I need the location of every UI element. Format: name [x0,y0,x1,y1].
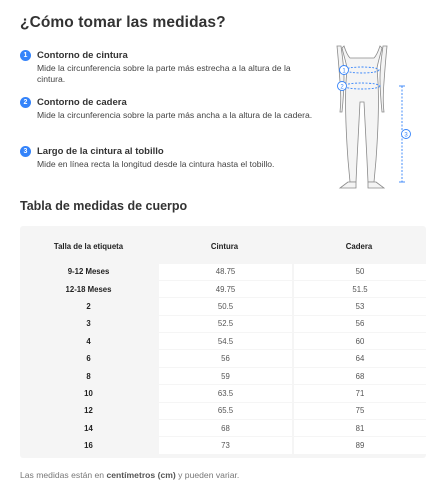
cell-hip: 81 [294,420,426,436]
cell-waist: 65.5 [159,403,292,419]
cell-waist: 63.5 [159,385,292,401]
cell-size: 12 [84,406,93,416]
instruction-title: Contorno de cadera [37,97,127,108]
cell-size: 14 [84,423,93,433]
marker-3: 3 [404,132,408,139]
cell-size: 16 [84,441,93,451]
instruction-title: Largo de la cintura al tobillo [37,146,164,157]
cell-size: 12-18 Meses [65,284,112,294]
table-row [20,385,426,402]
cell-hip: 75 [294,403,426,419]
footer-text-post: y pueden variar. [175,470,240,480]
cell-size: 4 [86,336,91,346]
cell-waist: 54.5 [159,333,292,349]
cell-size: 9-12 Meses [67,267,110,277]
cell-hip: 68 [294,368,426,384]
table-body [20,263,426,454]
table-header [20,226,426,266]
cell-waist: 49.75 [159,281,292,297]
header-waist: Cintura [210,241,239,251]
cell-hip: 64 [294,350,426,366]
instruction-hip [20,97,313,121]
cell-hip: 71 [294,385,426,401]
footer-unit: centímetros (cm) [106,470,176,480]
table-row [20,298,426,315]
footer-text-pre: Las medidas están en [20,470,107,480]
instruction-length [20,146,310,170]
step-number-badge: 2 [20,97,31,108]
instruction-description: Mide la circunferencia sobre la parte más estrecha a la altura de la cintura. [37,63,291,84]
cell-hip: 53 [294,298,426,314]
body-measurement-illustration [330,42,420,192]
cell-hip: 50 [294,264,426,280]
table-row [20,437,426,454]
cell-size: 2 [86,301,91,311]
instruction-waist [20,50,310,85]
instruction-description: Mide en línea recta la longitud desde la cintura hasta el tobillo. [37,159,275,169]
cell-hip: 60 [294,333,426,349]
table-row [20,367,426,384]
marker-2: 2 [340,84,344,91]
cell-waist: 73 [159,437,292,453]
cell-size: 3 [86,319,91,329]
cell-waist: 52.5 [159,316,292,332]
cell-hip: 89 [294,437,426,453]
cell-hip: 51.5 [294,281,426,297]
cell-size: 10 [84,388,93,398]
header-hip: Cadera [345,241,373,251]
cell-waist: 50.5 [159,298,292,314]
cell-waist: 48.75 [159,264,292,280]
table-row [20,350,426,367]
body-figure-svg [330,42,420,192]
marker-1: 1 [342,68,346,75]
header-size: Talla de la etiqueta [53,241,124,251]
cell-size: 6 [86,354,91,364]
cell-waist: 59 [159,368,292,384]
instruction-description: Mide la circunferencia sobre la parte más ancha a la altura de la cadera. [37,110,313,120]
table-row [20,402,426,419]
page-title: ¿Cómo tomar las medidas? [20,14,226,31]
size-table [20,226,426,458]
footer-note [20,470,239,480]
step-number-badge: 1 [20,50,31,61]
table-row [20,315,426,332]
table-title: Tabla de medidas de cuerpo [20,199,188,213]
table-row [20,333,426,350]
table-row [20,280,426,297]
cell-waist: 56 [159,350,292,366]
instruction-title: Contorno de cintura [37,50,128,61]
table-row [20,263,426,280]
cell-size: 8 [86,371,91,381]
cell-hip: 56 [294,316,426,332]
table-row [20,420,426,437]
step-number-badge: 3 [20,146,31,157]
cell-waist: 68 [159,420,292,436]
